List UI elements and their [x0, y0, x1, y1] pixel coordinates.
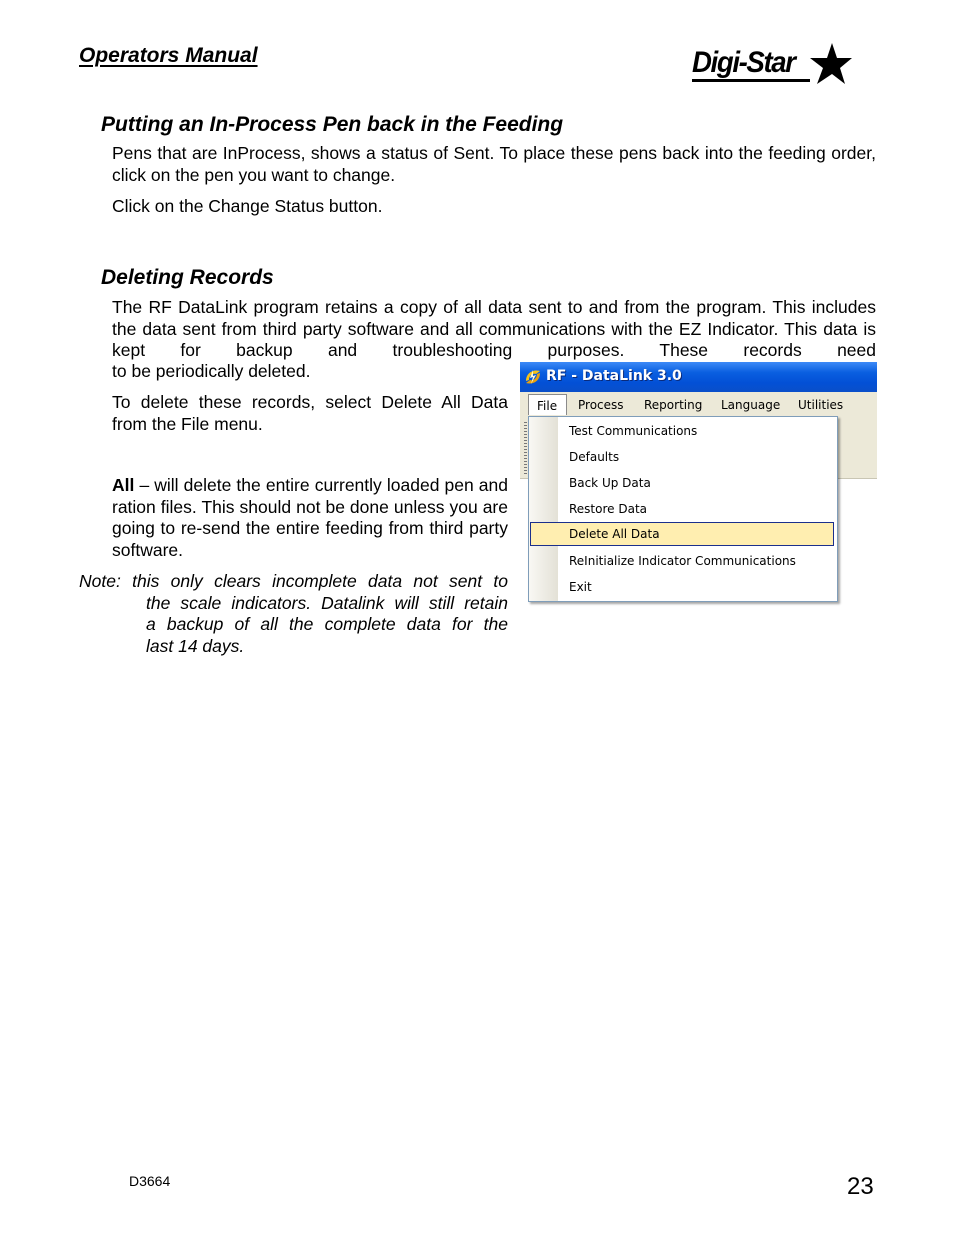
window-titlebar[interactable]: [520, 362, 877, 392]
menu-reporting[interactable]: Reporting: [644, 398, 703, 412]
note-line: last 14 days.: [146, 635, 245, 656]
note-line: a backup of all the complete data for the: [146, 614, 508, 634]
menu-item-test-communications[interactable]: [530, 419, 834, 443]
menu-utilities[interactable]: Utilities: [798, 398, 844, 412]
menu-item-back-up-data[interactable]: [530, 471, 834, 495]
paragraph-deleting-records: The RF DataLink program retains a copy of all data sent to and from the program. This includes the data sent from third party software and all communications with the EZ Indicator. This data is kept for backup and troubleshooting purposes. These records need: [112, 297, 876, 360]
menu-item-delete-all-data[interactable]: [530, 522, 834, 546]
window-title: RF - DataLink 3.0: [546, 368, 682, 384]
paragraph-change-status: Click on the Change Status button.: [112, 196, 383, 216]
menu-process[interactable]: Process: [578, 398, 624, 412]
menu-item-label: ReInitialize Indicator Communications: [569, 554, 796, 568]
section-heading-deleting-records: Deleting Records: [101, 266, 274, 289]
menu-item-label: Restore Data: [569, 502, 647, 516]
menu-item-label: Back Up Data: [569, 476, 651, 490]
note-block: [79, 571, 508, 657]
paragraph-deleting-records-end: to be periodically deleted.: [112, 361, 311, 381]
paragraph-select-delete: To delete these records, select Delete All Data from the File menu.: [112, 392, 508, 434]
manual-title: Operators Manual: [79, 44, 258, 67]
menu-language[interactable]: Language: [721, 398, 781, 412]
page-number: 23: [847, 1173, 874, 1200]
paragraph-in-process: Pens that are InProcess, shows a status of Sent. To place these pens back into the feeding order, click on the pen you want to change.: [112, 143, 876, 185]
logo-text: Digi-Star: [692, 46, 795, 79]
menu-item-label: Test Communications: [569, 424, 698, 438]
all-description-text: – will delete the entire currently loaded pen and ration files. This should not be done unless you are going to re-send the entire feeding from third party software.: [112, 475, 508, 560]
star-icon: [808, 42, 852, 86]
note-line: Note: this only clears incomplete data not sent to: [79, 571, 508, 591]
menu-bar: [520, 392, 877, 418]
toolbar-grip[interactable]: [524, 422, 527, 474]
paragraph-all-description: [112, 475, 508, 561]
note-line: the scale indicators. Datalink will still retain: [146, 592, 508, 613]
menu-item-label: Exit: [569, 580, 592, 594]
menu-item-restore-data[interactable]: [530, 497, 834, 521]
menu-item-reinitialize-indicator-communications[interactable]: [530, 549, 834, 573]
menu-item-label: Defaults: [569, 450, 620, 464]
app-lightning-icon: [523, 367, 543, 387]
digi-star-logo: [690, 42, 855, 88]
section-heading-in-process: Putting an In-Process Pen back in the Feeding: [101, 113, 564, 136]
logo-underline: [692, 79, 810, 82]
file-menu-dropdown: [528, 416, 838, 602]
menu-item-defaults[interactable]: [530, 445, 834, 469]
menu-item-label: Delete All Data: [569, 527, 660, 541]
menu-item-exit[interactable]: [530, 575, 834, 599]
menu-file[interactable]: File: [528, 394, 567, 415]
document-code: D3664: [129, 1173, 171, 1189]
all-term: All: [112, 475, 135, 495]
